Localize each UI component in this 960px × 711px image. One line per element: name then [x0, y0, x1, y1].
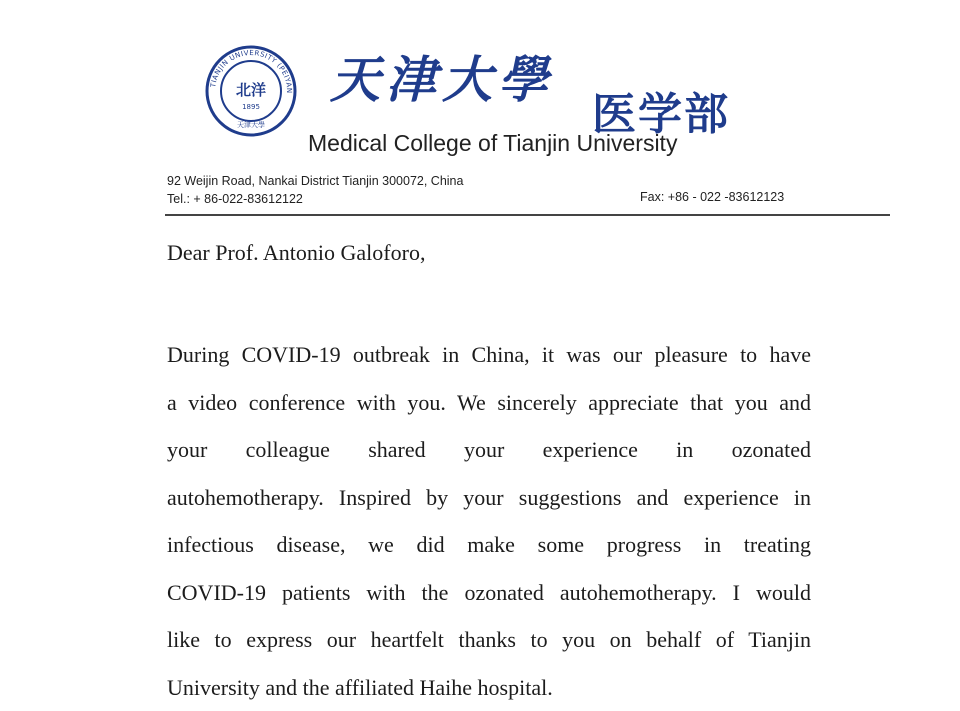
header-divider: [165, 214, 890, 216]
department-name-chinese: 医学部: [592, 78, 730, 142]
svg-text:天津大學: 天津大學: [237, 120, 265, 129]
university-name-chinese: 天津大學: [330, 40, 554, 112]
body-line: your colleague shared your experience in ozonated: [167, 426, 811, 474]
body-line: infectious disease, we did make some progress in treating: [167, 521, 811, 569]
svg-text:1895: 1895: [242, 103, 260, 111]
body-line: COVID-19 patients with the ozonated autohemotherapy. I would: [167, 569, 811, 617]
svg-text:TIANJIN UNIVERSITY (PEIYANG UN: TIANJIN UNIVERSITY (PEIYAN: [205, 45, 293, 94]
address-block: [167, 172, 463, 208]
body-line: During COVID-19 outbreak in China, it was our pleasure to have: [167, 331, 811, 379]
body-line: University and the affiliated Haihe hospital.: [167, 664, 811, 711]
university-name-english: Medical College of Tianjin University: [308, 130, 677, 157]
svg-text:北洋: 北洋: [236, 81, 266, 99]
university-seal-logo: [205, 45, 297, 137]
body-line: autohemotherapy. Inspired by your suggestions and experience in: [167, 474, 811, 522]
fax-line: Fax: +86 - 022 -83612123: [640, 190, 784, 204]
letter-body: [167, 331, 811, 711]
body-line: like to express our heartfelt thanks to you on behalf of Tianjin: [167, 616, 811, 664]
telephone-line: Tel.: + 86-022-83612122: [167, 190, 463, 208]
letter-salutation: Dear Prof. Antonio Galoforo,: [167, 240, 425, 266]
address-line: 92 Weijin Road, Nankai District Tianjin 300072, China: [167, 172, 463, 190]
body-line: a video conference with you. We sincerely appreciate that you and: [167, 379, 811, 427]
